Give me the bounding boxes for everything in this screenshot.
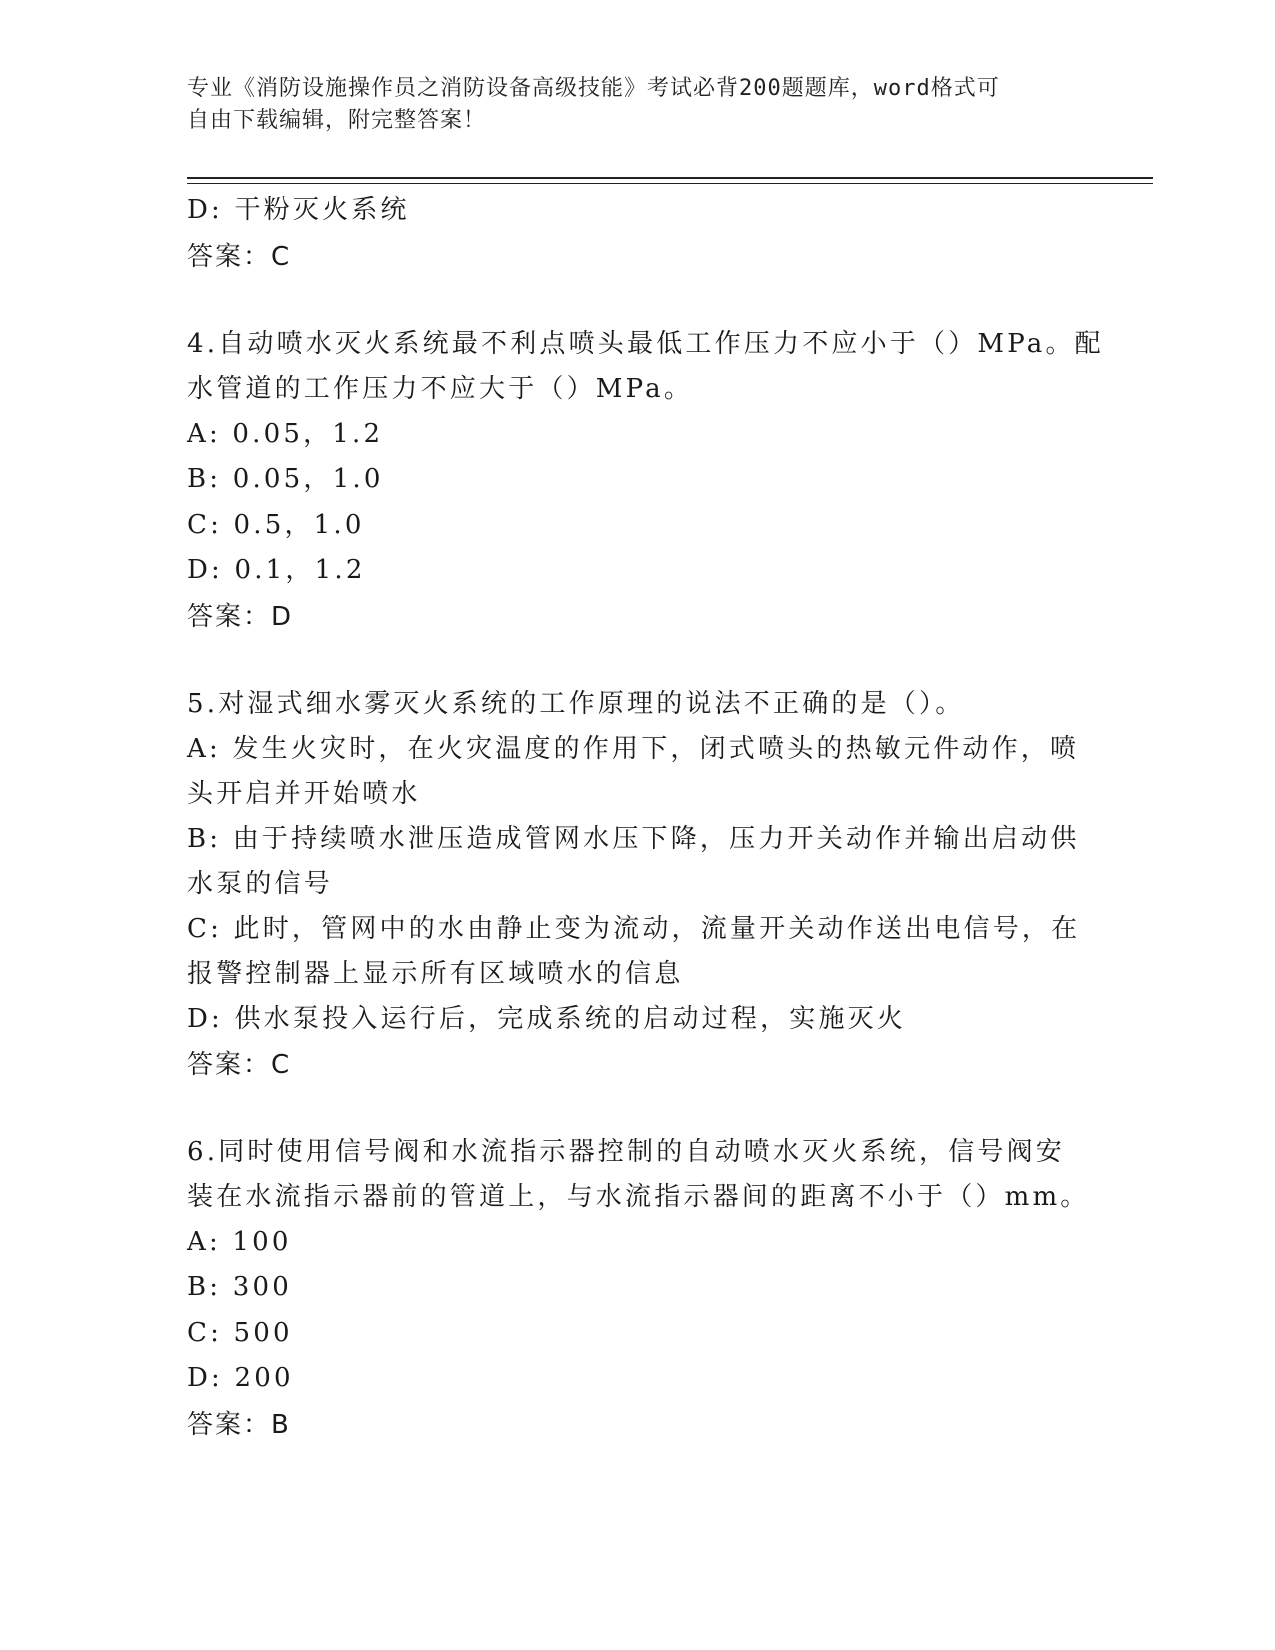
- option-c: C: 0.5，1.0: [187, 509, 365, 540]
- question-text-line: 水管道的工作压力不应大于（）MPa。: [187, 373, 694, 404]
- header-divider-thick: [187, 177, 1153, 179]
- header-line-1: 专业《消防设施操作员之消防设备高级技能》考试必背200题题库，word格式可: [187, 76, 1000, 101]
- question-6: [187, 1130, 1090, 1448]
- question-content: [187, 188, 1104, 1448]
- header-divider-thin: [187, 183, 1153, 184]
- document-header: [187, 73, 1067, 137]
- question-text-line: 5.对湿式细水雾灭火系统的工作原理的说法不正确的是（）。: [187, 688, 965, 719]
- question-text-line: 4.自动喷水灭火系统最不利点喷头最低工作压力不应小于（）MPa。配: [187, 328, 1104, 359]
- option-a: A: 100: [187, 1226, 292, 1257]
- answer-label: 答案：D: [187, 601, 294, 632]
- option-d: D: 0.1，1.2: [187, 555, 366, 585]
- option-b: B: 0.05，1.0: [187, 464, 384, 494]
- option-d: D: 干粉灭火系统: [187, 195, 410, 225]
- option-b-continued: 水泵的信号: [187, 868, 334, 899]
- option-d: D: 供水泵投入运行后，完成系统的启动过程，实施灭火: [187, 1003, 907, 1034]
- option-a-continued: 头开启并开始喷水: [187, 778, 421, 809]
- header-line-2: 自由下载编辑，附完整答案！: [187, 108, 487, 133]
- question-text-line: 装在水流指示器前的管道上，与水流指示器间的距离不小于（）mm。: [187, 1181, 1090, 1212]
- option-a: A: 发生火灾时，在火灾温度的作用下，闭式喷头的热敏元件动作，喷: [187, 733, 1080, 764]
- answer-label: 答案：B: [187, 1409, 291, 1440]
- option-b: B: 300: [187, 1272, 292, 1302]
- option-c: C: 500: [187, 1317, 293, 1348]
- option-d: D: 200: [187, 1363, 294, 1393]
- option-a: A: 0.05，1.2: [187, 418, 384, 449]
- option-b: B: 由于持续喷水泄压造成管网水压下降，压力开关动作并输出启动供: [187, 823, 1080, 854]
- question-4: [187, 322, 1104, 640]
- answer-label: 答案：C: [187, 241, 292, 272]
- option-c-continued: 报警控制器上显示所有区域喷水的信息: [187, 958, 684, 989]
- answer-label: 答案：C: [187, 1049, 292, 1080]
- option-c: C: 此时，管网中的水由静止变为流动，流量开关动作送出电信号，在: [187, 913, 1081, 944]
- question-text-line: 6.同时使用信号阀和水流指示器控制的自动喷水灭火系统，信号阀安: [187, 1136, 1066, 1167]
- question-3-tail: [187, 188, 1077, 280]
- question-5: [187, 682, 1081, 1088]
